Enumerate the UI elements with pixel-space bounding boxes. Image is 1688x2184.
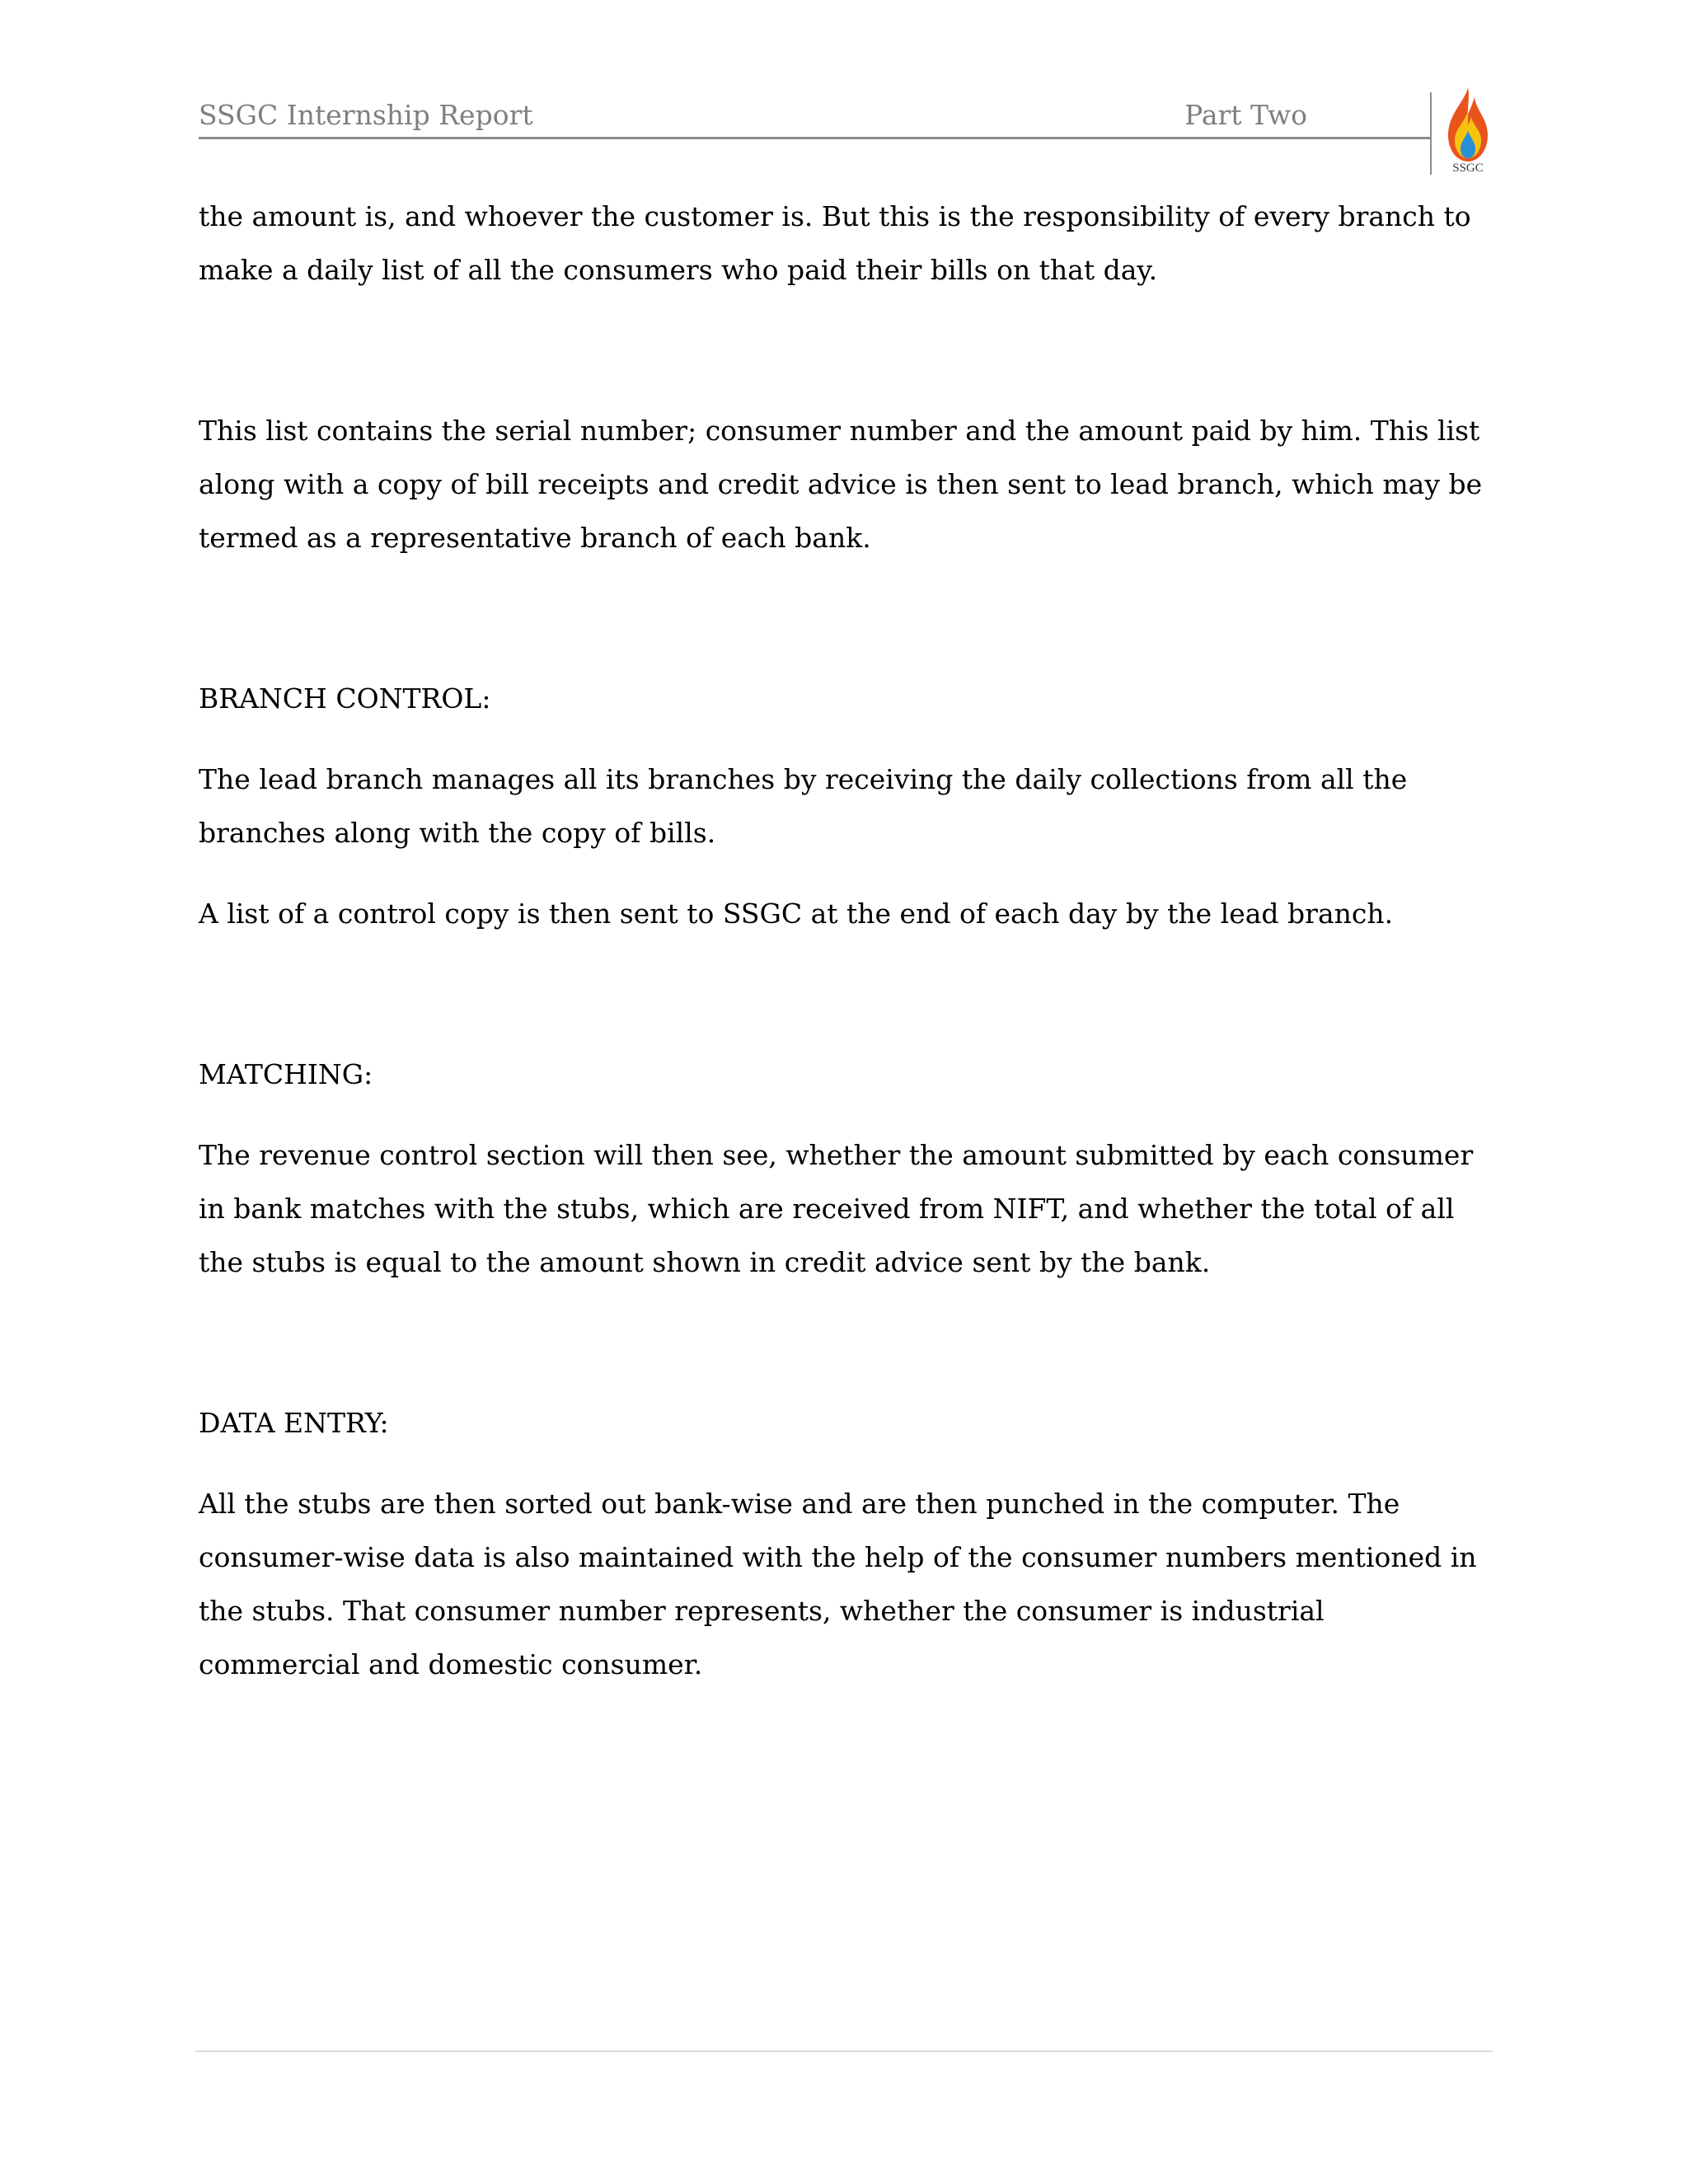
footer-divider xyxy=(195,2050,1493,2052)
paragraph-6: All the stubs are then sorted out bank-wise and are then punched in the computer. The consumer-wise data is also maintained with the help of the consumer numbers mentioned in the stubs. That consumer number represents, whether the consumer is industrial commercial and domestic consumer. xyxy=(199,1488,1477,1680)
heading-branch-control: BRANCH CONTROL: xyxy=(199,682,491,715)
paragraph-4: A list of a control copy is then sent to SSGC at the end of each day by the lead branch. xyxy=(199,898,1394,930)
header-part-title: Part Two xyxy=(1184,99,1307,131)
spacer xyxy=(199,1289,1493,1396)
flame-icon xyxy=(1443,86,1493,165)
paragraph-1: the amount is, and whoever the customer is. But this is the responsibility of every branch to make a daily list of all the consumers who paid their bills on that day. xyxy=(199,200,1471,286)
header-divider xyxy=(199,137,1430,139)
heading-matching: MATCHING: xyxy=(199,1058,373,1090)
spacer xyxy=(199,725,1493,752)
paragraph-2: This list contains the serial number; consumer number and the amount paid by him. This list along with a copy of bill receipts and credit advice is then sent to lead branch, which may be termed as a representative branch of each bank. xyxy=(199,415,1483,554)
heading-data-entry: DATA ENTRY: xyxy=(199,1407,389,1439)
spacer xyxy=(199,565,1493,672)
spacer xyxy=(199,1101,1493,1128)
ssgc-flame-logo-icon xyxy=(1443,86,1493,178)
page-content xyxy=(199,190,1493,1691)
paragraph-3: The lead branch manages all its branches by receiving the daily collections from all the branches along with the copy of bills. xyxy=(199,763,1408,849)
spacer xyxy=(199,297,1493,404)
paragraph-5: The revenue control section will then see, whether the amount submitted by each consumer in bank matches with the stubs, which are received from NIFT, and whether the total of all the stubs is equal to the amount shown in credit advice sent by the bank. xyxy=(199,1139,1474,1278)
page-header xyxy=(199,92,1484,175)
header-report-title: SSGC Internship Report xyxy=(199,99,533,131)
spacer xyxy=(199,860,1493,887)
header-vertical-divider xyxy=(1430,92,1432,175)
spacer xyxy=(199,940,1493,1047)
spacer xyxy=(199,1450,1493,1477)
logo-text: SSGC xyxy=(1452,162,1484,175)
